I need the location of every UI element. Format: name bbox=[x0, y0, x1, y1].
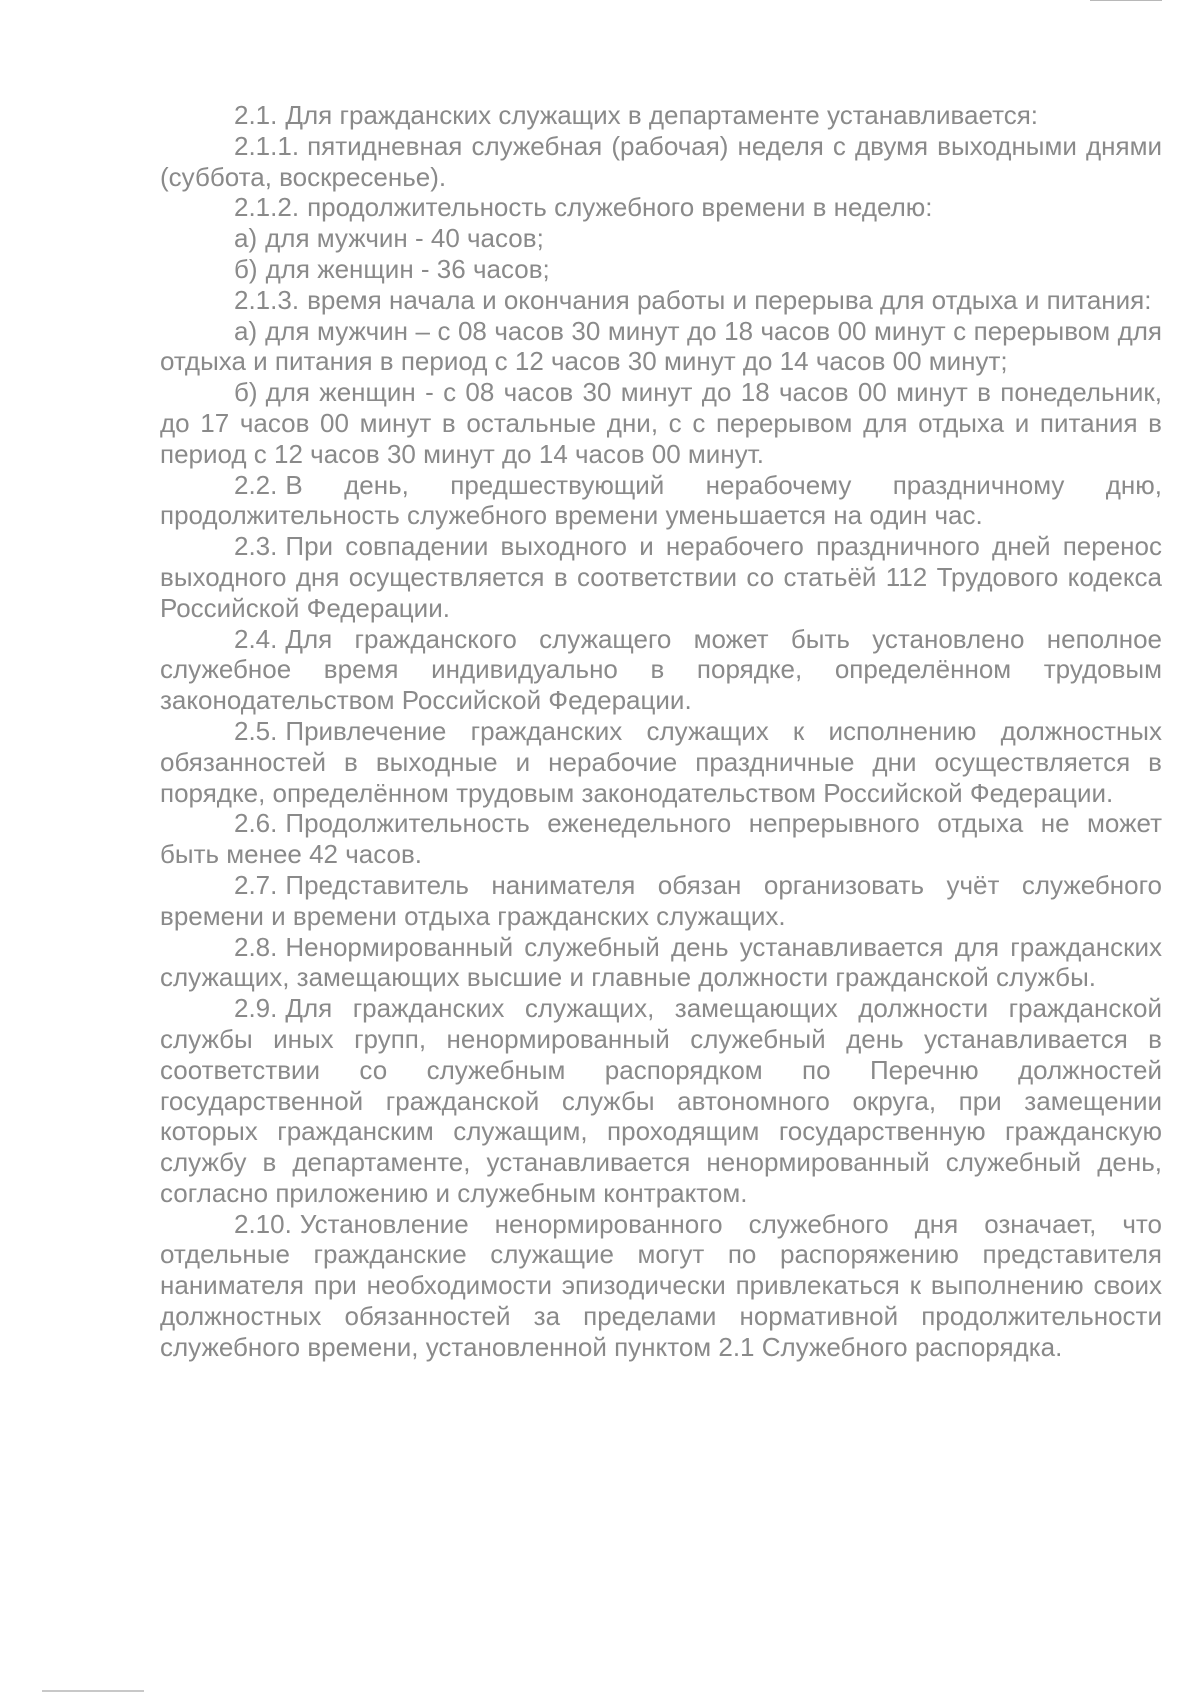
paragraph-number: 2.8. bbox=[234, 931, 278, 962]
paragraph-number: б) bbox=[234, 253, 258, 284]
paragraph-text: Для гражданских служащих в департаменте устанавливается: bbox=[285, 100, 1038, 130]
paragraph-text: Установление ненормированного служебного дня означает, что отдельные гражданские служащие могут по распоряжению представителя нанимателя при необходимости эпизодически привлекаться к выполнению своих должностных обязанностей за пределами нормативной продолжительности служебного времени, установленной пунктом 2.1 Служебного распорядка. bbox=[160, 1208, 1162, 1362]
paragraph-2-1-3 bbox=[160, 285, 1162, 316]
paragraph-text: время начала и окончания работы и перерыва для отдыха и питания: bbox=[307, 284, 1152, 315]
paragraph-2-7 bbox=[160, 870, 1162, 932]
paragraph-text: Ненормированный служебный день устанавливается для гражданских служащих, замещающих высшие и главные должности гражданской службы. bbox=[160, 931, 1162, 993]
paragraph-number: 2.7. bbox=[234, 869, 278, 900]
paragraph-text: для женщин - с 08 часов 30 минут до 18 часов 00 минут в понедельник, до 17 часов 00 минут в остальные дни, с с перерывом для отдыха и питания в период с 12 часов 30 минут до 14 часов 00 минут. bbox=[160, 377, 1162, 469]
paragraph-2-3 bbox=[160, 531, 1162, 623]
paragraph-2-5 bbox=[160, 716, 1162, 808]
paragraph-number: 2.1. bbox=[234, 100, 278, 130]
paragraph-number: а) bbox=[234, 315, 258, 346]
paragraph-text: продолжительность служебного времени в неделю: bbox=[307, 192, 933, 223]
paragraph-text: для мужчин – с 08 часов 30 минут до 18 часов 00 минут с перерывом для отдыха и питания в период с 12 часов 30 минут до 14 часов 00 минут; bbox=[160, 315, 1162, 377]
paragraph-number: 2.4. bbox=[234, 623, 278, 654]
paragraph-text: В день, предшествующий нерабочему праздничному дню, продолжительность служебного времени уменьшается на один час. bbox=[160, 469, 1162, 531]
paragraph-number: а) bbox=[234, 223, 258, 254]
paragraph-2-2 bbox=[160, 470, 1162, 532]
paragraph-number: 2.6. bbox=[234, 808, 278, 839]
paragraph-number: 2.1.3. bbox=[234, 284, 300, 315]
paragraph-text: При совпадении выходного и нерабочего праздничного дней перенос выходного дня осуществляется в соответствии со статьёй 112 Трудового кодекса Российской Федерации. bbox=[160, 531, 1162, 623]
paragraph-number: 2.1.1. bbox=[234, 130, 300, 161]
page-corner-line bbox=[1090, 0, 1162, 1]
paragraph-number: 2.3. bbox=[234, 531, 278, 562]
paragraph-2-10 bbox=[160, 1209, 1162, 1363]
paragraph-2-1 bbox=[160, 100, 1162, 131]
paragraph-number: 2.1.2. bbox=[234, 192, 300, 223]
paragraph-2-1-3-a bbox=[160, 316, 1162, 378]
paragraph-number: б) bbox=[234, 377, 258, 408]
paragraph-2-1-2-b bbox=[160, 254, 1162, 285]
paragraph-2-1-3-b bbox=[160, 377, 1162, 469]
paragraph-2-4 bbox=[160, 624, 1162, 716]
paragraph-text: пятидневная служебная (рабочая) неделя с двумя выходными днями (суббота, воскресенье). bbox=[160, 130, 1162, 192]
paragraph-number: 2.2. bbox=[234, 469, 278, 500]
paragraph-text: Для гражданских служащих, замещающих должности гражданской службы иных групп, ненормированный служебный день устанавливается в соответствии со служебным распорядком по Перечню должностей государственной гражданской службы автономного округа, при замещении которых гражданским служащим, проходящим государственную гражданскую службу в департаменте, устанавливается ненормированный служебный день, согласно приложению и служебным контрактом. bbox=[160, 993, 1162, 1208]
footer-line bbox=[42, 1690, 144, 1692]
paragraph-number: 2.5. bbox=[234, 715, 278, 746]
paragraph-2-8 bbox=[160, 932, 1162, 994]
document-page bbox=[160, 100, 1162, 1363]
paragraph-text: Привлечение гражданских служащих к исполнению должностных обязанностей в выходные и нерабочие праздничные дни осуществляется в порядке, определённом трудовым законодательством Российской Федерации. bbox=[160, 715, 1162, 808]
paragraph-number: 2.10. bbox=[234, 1208, 292, 1239]
paragraph-2-1-1 bbox=[160, 131, 1162, 193]
paragraph-text: Продолжительность еженедельного непрерывного отдыха не может быть менее 42 часов. bbox=[160, 808, 1162, 870]
paragraph-text: Для гражданского служащего может быть установлено неполное служебное время индивидуально в порядке, определённом трудовым законодательством Российской Федерации. bbox=[160, 623, 1162, 716]
paragraph-text: для женщин - 36 часов; bbox=[265, 253, 550, 284]
paragraph-text: для мужчин - 40 часов; bbox=[265, 223, 544, 254]
paragraph-2-9 bbox=[160, 993, 1162, 1209]
paragraph-number: 2.9. bbox=[234, 993, 278, 1024]
paragraph-text: Представитель нанимателя обязан организовать учёт служебного времени и времени отдыха гражданских служащих. bbox=[160, 869, 1162, 931]
paragraph-2-1-2-a bbox=[160, 223, 1162, 254]
paragraph-2-1-2 bbox=[160, 192, 1162, 223]
paragraph-2-6 bbox=[160, 808, 1162, 870]
